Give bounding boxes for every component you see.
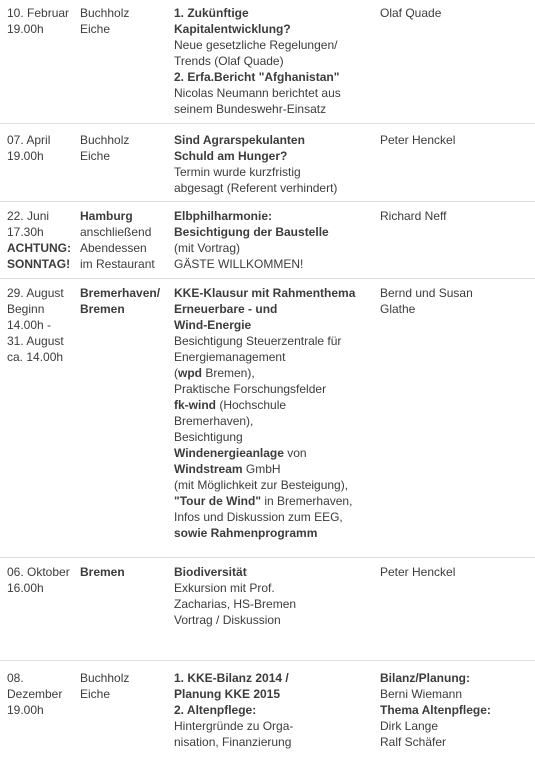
text-line: seinem Bundeswehr-Einsatz [174,102,327,116]
text-line: Infos und Diskussion zum EEG, [174,510,343,524]
text-segment-bold: "Tour de Wind" [174,494,262,508]
event-topic [174,285,378,541]
event-topic [174,670,378,750]
text-line: Sind Agrarspekulanten [174,133,305,147]
text-line: KKE-Klausur mit Rahmenthema [174,286,356,300]
text-line: ca. 14.00h [7,350,64,364]
text-line: Dezember [7,687,63,701]
text-line: Besichtigung Steuerzentrale für [174,334,342,348]
text-line: Energiemanagement [174,350,286,364]
text-line: Peter Henckel [380,133,456,147]
text-line: Erneuerbare - und [174,302,278,316]
text-line: 19.00h [7,22,44,36]
text-line: Bernd und Susan [380,286,473,300]
event-place [80,285,172,317]
event-speaker [380,208,530,224]
text-line: Besichtigung der Baustelle [174,225,329,239]
text-line: Thema Altenpflege: [380,703,491,717]
text-line: Wind-Energie [174,318,252,332]
text-line: Glathe [380,302,416,316]
text-line: Hamburg [80,209,133,223]
text-line: 08. [7,671,24,685]
text-line: 14.00h - [7,318,52,332]
event-date [7,132,79,164]
text-line: Trends (Olaf Quade) [174,54,284,68]
text-line: 06. Oktober [7,565,70,579]
text-line: Nicolas Neumann berichtet aus [174,86,341,100]
text-line: nisation, Finanzierung [174,735,292,749]
text-line: Termin wurde kurzfristig [174,165,301,179]
text-segment: ( [174,366,178,380]
text-segment: von [283,446,307,460]
text-line: Dirk Lange [380,719,439,733]
event-place [80,670,172,702]
text-line: Vortrag / Diskussion [174,613,281,627]
text-line: Besichtigung [174,430,243,444]
text-line: 1. KKE-Bilanz 2014 / [174,671,289,685]
text-line: Praktische Forschungsfelder [174,382,327,396]
row-separator [0,557,535,558]
text-line: 22. Juni [7,209,50,223]
text-line: Abendessen [80,241,147,255]
event-speaker [380,670,530,750]
text-line: sowie Rahmenprogramm [174,526,318,540]
event-speaker [380,5,530,21]
text-segment: Bremen), [202,366,255,380]
event-speaker [380,564,530,580]
text-line: Peter Henckel [380,565,456,579]
text-line: Eiche [80,149,111,163]
event-speaker [380,132,530,148]
text-line: (mit Möglichkeit zur Besteigung), [174,478,349,492]
text-line: Ralf Schäfer [380,735,447,749]
text-line: 10. Februar [7,6,70,20]
text-line: Buchholz [80,6,130,20]
text-line: Planung KKE 2015 [174,687,281,701]
row-separator [0,123,535,124]
text-line: 19.00h [7,149,44,163]
text-line [174,365,378,381]
text-line: Bremerhaven), [174,414,254,428]
text-line: Elbphilharmonie: [174,209,273,223]
text-line: Bremerhaven/ [80,286,161,300]
text-line: Bilanz/Planung: [380,671,470,685]
text-line: Richard Neff [380,209,447,223]
text-line: GÄSTE WILLKOMMEN! [174,257,304,271]
text-line [174,445,378,461]
text-segment: in Bremerhaven, [261,494,353,508]
text-line: SONNTAG! [7,257,71,271]
text-line: Beginn [7,302,45,316]
text-line: Eiche [80,687,111,701]
text-line: Exkursion mit Prof. [174,581,275,595]
text-line: Biodiversität [174,565,247,579]
event-place [80,564,172,580]
text-line: 16.00h [7,581,44,595]
event-topic [174,132,378,196]
event-speaker [380,285,530,317]
text-line: abgesagt (Referent verhindert) [174,181,338,195]
text-line: 07. April [7,133,51,147]
text-line: Eiche [80,22,111,36]
text-line: Bremen [80,302,125,316]
text-line: Olaf Quade [380,6,442,20]
event-date [7,285,79,365]
text-line: Zacharias, HS-Bremen [174,597,297,611]
text-line: 2. Erfa.Bericht "Afghanistan" [174,70,340,84]
text-segment: GmbH [242,462,281,476]
text-line: 29. August [7,286,64,300]
event-date [7,564,79,596]
text-line: 1. Zukünftige [174,6,249,20]
text-line: im Restaurant [80,257,155,271]
text-line [174,397,378,413]
text-segment-bold: Windenergieanlage [174,446,284,460]
event-topic [174,564,378,628]
text-line: ACHTUNG: [7,241,71,255]
event-topic [174,5,378,117]
row-separator [0,660,535,661]
text-segment-bold: fk-wind [174,398,216,412]
text-segment-bold: wpd [178,366,202,380]
text-line: Neue gesetzliche Regelungen/ [174,38,338,52]
text-line: (mit Vortrag) [174,241,241,255]
text-segment: (Hochschule [216,398,287,412]
text-line: Bremen [80,565,125,579]
text-line: anschließend [80,225,152,239]
text-line: 2. Altenpflege: [174,703,257,717]
text-line: Buchholz [80,133,130,147]
event-topic [174,208,378,272]
event-date [7,670,79,718]
text-line: 17.30h [7,225,44,239]
text-line [174,461,378,477]
event-place [80,5,172,37]
event-date [7,208,79,272]
text-line: 19.00h [7,703,44,717]
event-place [80,208,172,272]
event-place [80,132,172,164]
row-separator [0,201,535,202]
text-line: Buchholz [80,671,130,685]
text-line: Schuld am Hunger? [174,149,288,163]
text-line: Hintergründe zu Orga- [174,719,294,733]
event-date [7,5,79,37]
text-line: 31. August [7,334,64,348]
text-line: Berni Wiemann [380,687,463,701]
text-line [174,493,378,509]
text-segment-bold: Windstream [174,462,243,476]
row-separator [0,278,535,279]
text-line: Kapitalentwicklung? [174,22,291,36]
